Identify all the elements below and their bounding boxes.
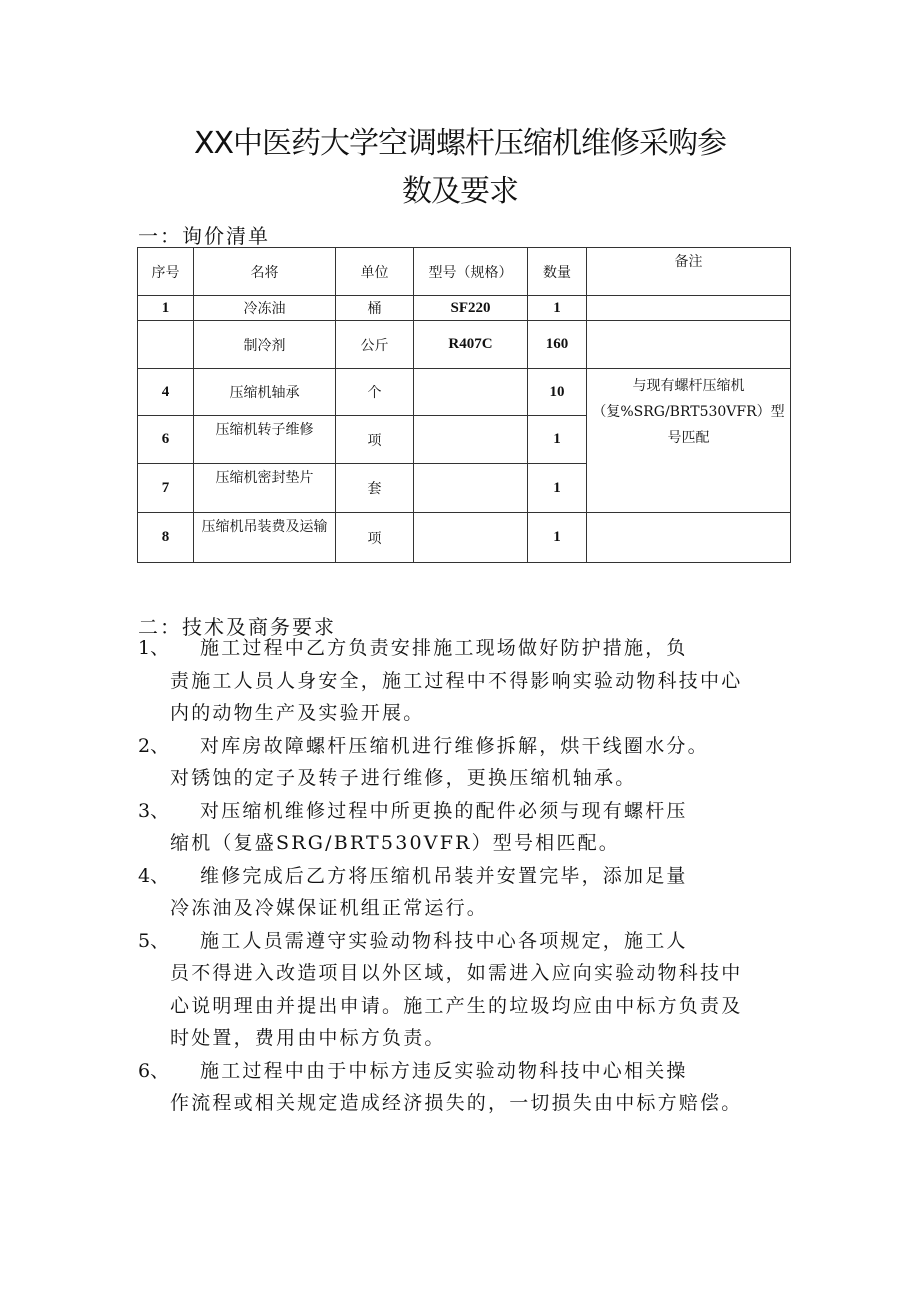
- cell-unit: 个: [336, 369, 414, 416]
- list-item-line: 员不得进入改造项目以外区域，如需进入应向实验动物科技中: [170, 962, 743, 984]
- cell-no: 7: [138, 464, 194, 513]
- list-item-line: 维修完成后乙方将压缩机吊装并安置完毕，添加足量: [200, 864, 688, 887]
- header-cell: 序号: [138, 248, 194, 296]
- header-cell: 名将: [194, 248, 336, 296]
- cell-qty: 160: [528, 321, 587, 369]
- cell-unit: 公斤: [336, 321, 414, 369]
- header-cell: 数量: [528, 248, 587, 296]
- cell-model: SF220: [414, 296, 528, 321]
- cell-unit: 项: [336, 513, 414, 563]
- list-item-number: 5、: [138, 929, 170, 952]
- cell-name: 压缩机密封垫片: [194, 464, 336, 513]
- cell-unit: 套: [336, 464, 414, 513]
- cell-no: 4: [138, 369, 194, 416]
- cell-no: 6: [138, 416, 194, 464]
- cell-qty: 1: [528, 296, 587, 321]
- list-item-line: 对锈蚀的定子及转子进行维修，更换压缩机轴承。: [170, 767, 637, 789]
- table-header-row: [138, 248, 791, 296]
- table-row: [138, 296, 791, 321]
- header-cell: 备注: [587, 248, 791, 296]
- section-heading-requirements: 二：技术及商务要求: [138, 615, 336, 639]
- cell-model: [414, 513, 528, 563]
- document-title-line1: XX中医药大学空调螺杆压缩机维修采购参: [193, 126, 727, 161]
- cell-remark-merged: 与现有螺杆压缩机（复%SRG/BRT530VFR）型号匹配: [587, 369, 791, 513]
- cell-qty: 10: [528, 369, 587, 416]
- cell-model: [414, 416, 528, 464]
- cell-no: [138, 321, 194, 369]
- cell-remark: [587, 296, 791, 321]
- list-item-line: 缩机（复盛SRG/BRT530VFR）型号相匹配。: [170, 832, 620, 854]
- cell-model: [414, 464, 528, 513]
- cell-name: 制冷剂: [194, 321, 336, 369]
- cell-name: 压缩机轴承: [194, 369, 336, 416]
- list-item-number: 3、: [138, 799, 170, 822]
- table-row: [138, 321, 791, 369]
- header-cell: 型号（规格）: [414, 248, 528, 296]
- cell-remark: [587, 321, 791, 369]
- list-item-number: 4、: [138, 864, 170, 887]
- list-item-line: 施工过程中由于中标方违反实验动物科技中心相关操: [200, 1059, 688, 1082]
- list-item-line: 责施工人员人身安全，施工过程中不得影响实验动物科技中心: [170, 669, 743, 692]
- header-cell: 单位: [336, 248, 414, 296]
- cell-name: 压缩机吊装费及运输: [194, 513, 336, 563]
- list-item-line: 对库房故障螺杆压缩机进行维修拆解，烘干线圈水分。: [200, 734, 709, 757]
- cell-qty: 1: [528, 416, 587, 464]
- cell-name: 冷冻油: [194, 296, 336, 321]
- list-item-number: 2、: [138, 734, 170, 757]
- inquiry-table: [137, 247, 791, 563]
- list-item-number: 6、: [138, 1059, 170, 1082]
- cell-remark: [587, 513, 791, 563]
- list-item-number: 1、: [138, 637, 170, 659]
- cell-qty: 1: [528, 464, 587, 513]
- list-item-line: 作流程或相关规定造成经济损失的，一切损失由中标方赔偿。: [170, 1092, 743, 1114]
- list-item-line: 内的动物生产及实验开展。: [170, 702, 425, 724]
- list-item-line: 冷冻油及冷媒保证机组正常运行。: [170, 897, 489, 919]
- list-item-line: 时处置，费用由中标方负责。: [170, 1027, 446, 1049]
- cell-unit: 桶: [336, 296, 414, 321]
- list-item-line: 对压缩机维修过程中所更换的配件必须与现有螺杆压: [200, 799, 688, 822]
- table-row: [138, 369, 791, 416]
- table-row: [138, 513, 791, 563]
- list-item-line: 心说明理由并提出申请。施工产生的垃圾均应由中标方负责及: [170, 994, 743, 1017]
- section-heading-inquiry: 一：询价清单: [138, 224, 270, 248]
- cell-qty: 1: [528, 513, 587, 563]
- list-item-line: 施工过程中乙方负责安排施工现场做好防护措施，负: [200, 637, 688, 659]
- cell-model: R407C: [414, 321, 528, 369]
- cell-name: 压缩机转子维修: [194, 416, 336, 464]
- cell-no: 8: [138, 513, 194, 563]
- cell-model: [414, 369, 528, 416]
- document-title-line2: 数及要求: [402, 174, 518, 209]
- cell-unit: 项: [336, 416, 414, 464]
- list-item-line: 施工人员需遵守实验动物科技中心各项规定，施工人: [200, 929, 688, 952]
- cell-no: 1: [138, 296, 194, 321]
